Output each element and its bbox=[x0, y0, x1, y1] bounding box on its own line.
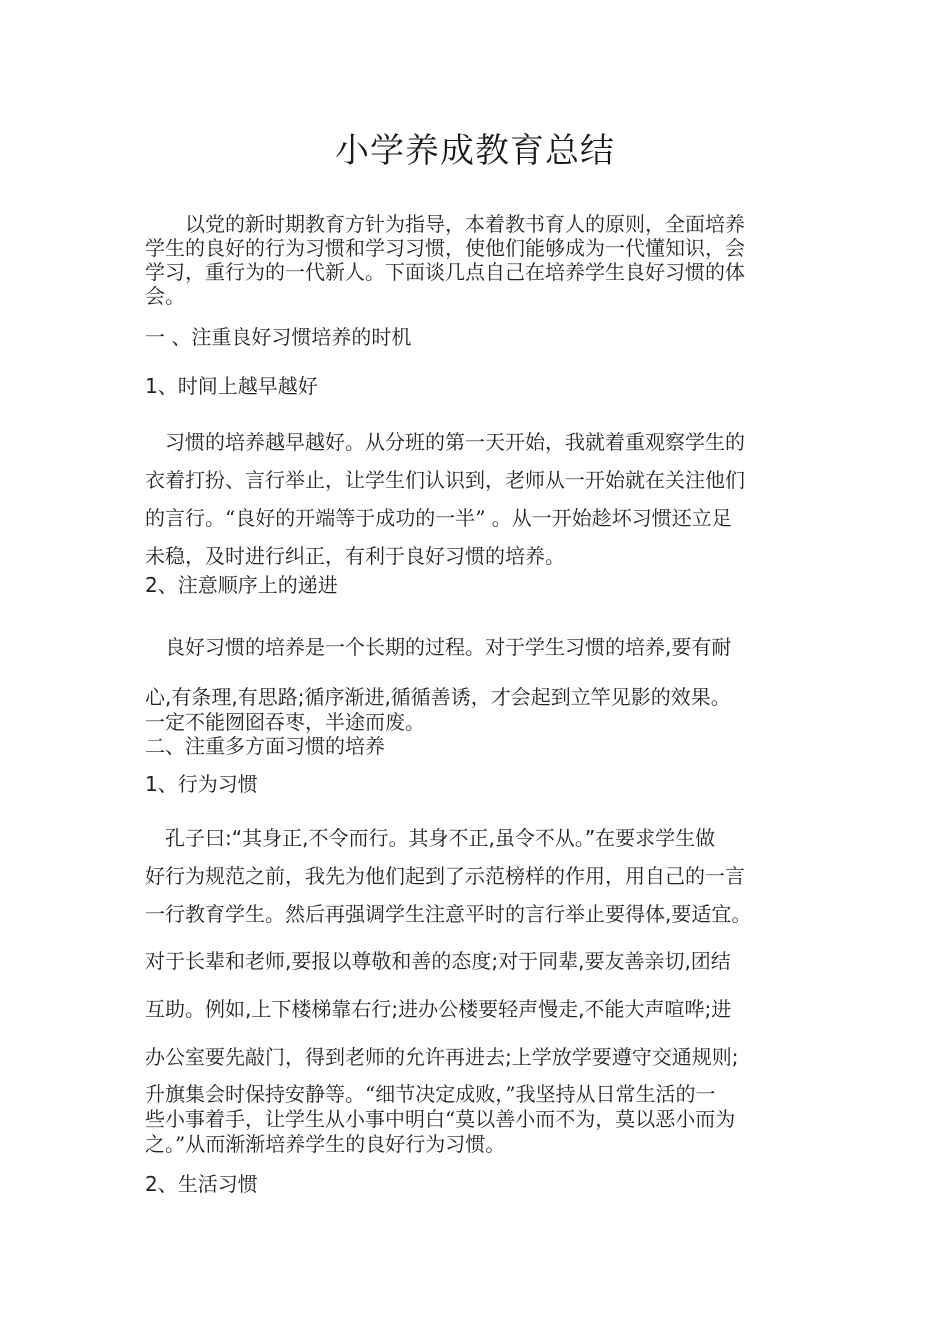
paragraph-line: 孔子曰:“其身正,不令而行。其身不正,虽令不从。”在要求学生做 bbox=[145, 826, 716, 850]
paragraph-line: 之。”从而渐渐培养学生的良好行为习惯。 bbox=[145, 1132, 506, 1156]
paragraph-line: 些小事着手，让学生从小事中明白“莫以善小而不为，莫以恶小而为 bbox=[145, 1107, 736, 1131]
paragraph-line: 习惯的培养越早越好。从分班的第一天开始，我就着重观察学生的 bbox=[145, 430, 745, 454]
paragraph-line: 未稳，及时进行纠正，有利于良好习惯的培养。 bbox=[145, 544, 565, 568]
paragraph-line: 衣着打扮、言行举止，让学生们认识到，老师从一开始就在关注他们 bbox=[145, 468, 745, 492]
section-1-sub-2-heading: 2、注意顺序上的递进 bbox=[145, 573, 338, 597]
paragraph-line: 一行教育学生。然后再强调学生注意平时的言行举止要得体,要适宜。 bbox=[145, 902, 752, 926]
section-2-sub-1-tail bbox=[145, 1082, 807, 1157]
paragraph-line: 对于长辈和老师,要报以尊敬和善的态度;对于同辈,要友善亲切,团结 bbox=[145, 949, 731, 973]
paragraph-line: 良好习惯的培养是一个长期的过程。对于学生习惯的培养,要有耐 bbox=[145, 635, 732, 659]
paragraph-line: 互助。例如,上下楼梯靠右行;进办公楼要轻声慢走,不能大声喧哗;进 bbox=[145, 997, 732, 1021]
section-1-sub-1-paragraph bbox=[145, 423, 807, 575]
intro-paragraph bbox=[145, 212, 807, 308]
paragraph-line: 升旗集会时保持安静等。“细节决定成败，”我坚持从日常生活的一 bbox=[145, 1082, 716, 1106]
section-2-heading: 二、注重多方面习惯的培养 bbox=[145, 734, 385, 758]
paragraph-line: 好行为规范之前，我先为他们起到了示范榜样的作用，用自己的一言 bbox=[145, 864, 745, 888]
section-1-sub-2-tail: 一定不能囫囵吞枣，半途而废。 bbox=[145, 710, 425, 734]
paragraph-line: 心,有条理,有思路;循序渐进,循循善诱，才会起到立竿见影的效果。 bbox=[145, 685, 731, 709]
section-2-sub-1-paragraph bbox=[145, 819, 807, 1076]
section-2-sub-1-heading: 1、行为习惯 bbox=[145, 772, 258, 796]
document-title: 小学养成教育总结 bbox=[335, 131, 615, 171]
intro-line: 学生的良好的行为习惯和学习习惯，使他们能够成为一代懂知识，会 bbox=[145, 236, 745, 260]
intro-line: 学习，重行为的一代新人。下面谈几点自己在培养学生良好习惯的体 bbox=[145, 260, 745, 284]
paragraph-line: 办公室要先敲门，得到老师的允许再进去;上学放学要遵守交通规则; bbox=[145, 1045, 739, 1069]
section-1-sub-1-heading: 1、时间上越早越好 bbox=[145, 374, 318, 398]
section-2-sub-2-heading: 2、生活习惯 bbox=[145, 1172, 258, 1196]
intro-line: 以党的新时期教育方针为指导，本着教书育人的原则，全面培养 bbox=[145, 212, 745, 236]
section-1-heading: 一 、注重良好习惯培养的时机 bbox=[145, 325, 412, 349]
section-1-sub-2-paragraph bbox=[145, 622, 807, 722]
paragraph-line: 的言行。“良好的开端等于成功的一半” 。从一开始趁坏习惯还立足 bbox=[145, 506, 732, 530]
intro-line: 会。 bbox=[145, 284, 185, 308]
